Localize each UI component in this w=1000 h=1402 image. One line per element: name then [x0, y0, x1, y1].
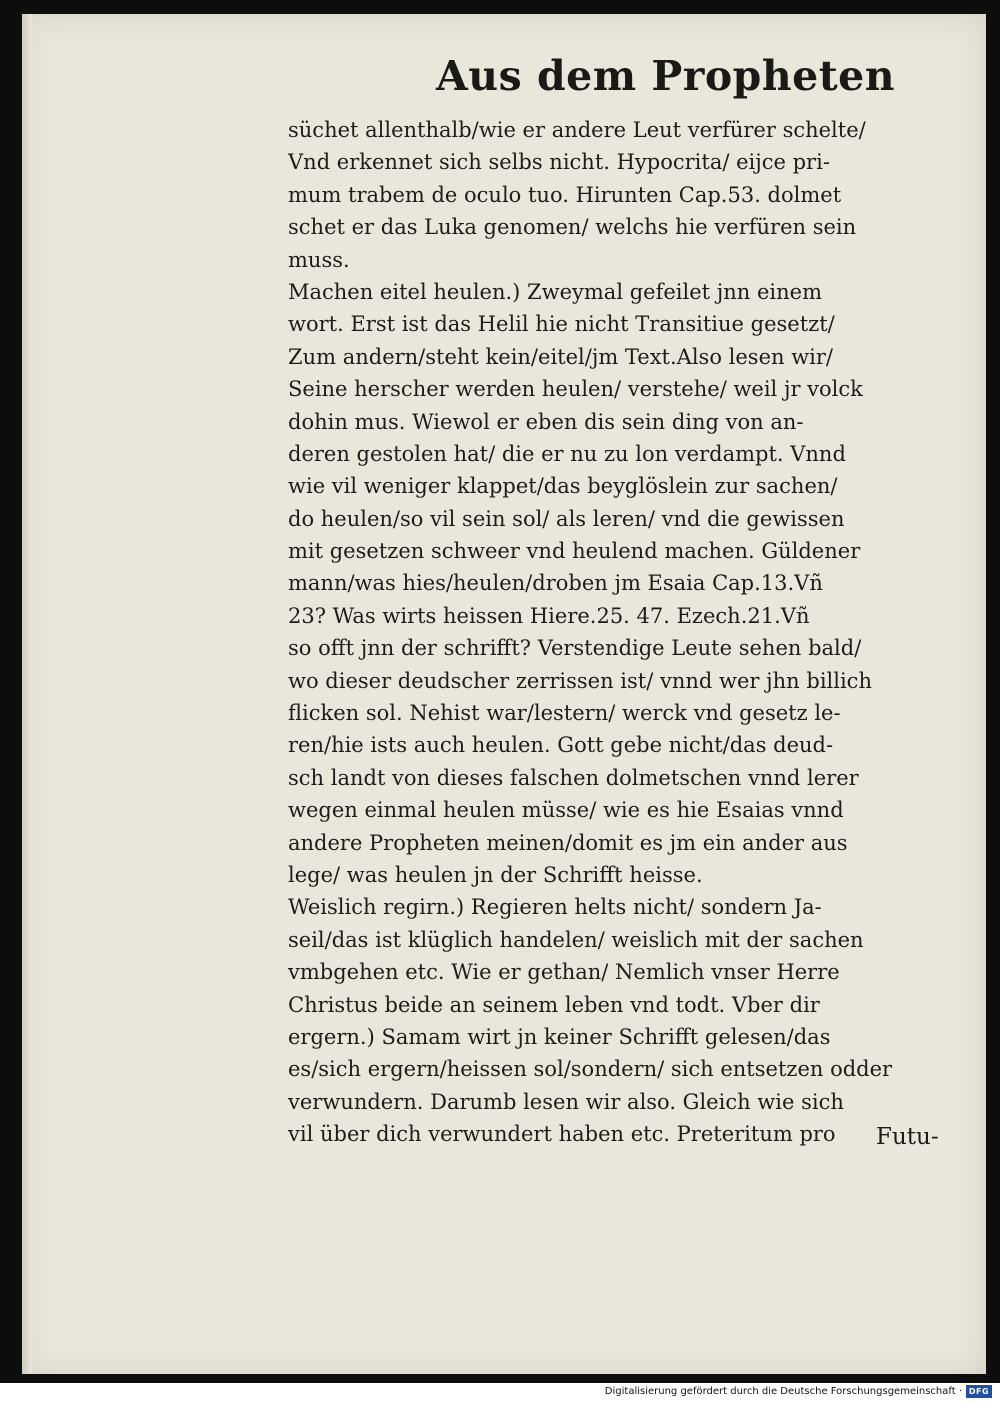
text-line: ergern.) Samam wirt jn keiner Schrifft gelesen/das	[288, 1024, 831, 1049]
text-line: vil über dich verwundert haben etc. Preteritum pro	[288, 1122, 836, 1147]
body-text	[288, 114, 960, 1151]
text-line: ren/hie ists auch heulen. Gott gebe nicht/das deud-	[288, 733, 834, 758]
text-line: do heulen/so vil sein sol/ als leren/ vnd die gewissen	[288, 506, 845, 531]
text-line: seil/das ist klüglich handelen/ weislich mit der sachen	[288, 927, 864, 952]
text-line: verwundern. Darumb lesen wir also. Gleich wie sich	[288, 1089, 844, 1114]
text-line: 23? Was wirts heissen Hiere.25. 47. Ezech.21.Vñ	[288, 603, 810, 628]
text-line: mann/was hies/heulen/droben jm Esaia Cap.13.Vñ	[288, 571, 823, 596]
text-line: deren gestolen hat/ die er nu zu lon verdampt. Vnnd	[288, 441, 846, 466]
text-line: süchet allenthalb/wie er andere Leut verfürer schelte/	[288, 118, 866, 142]
text-line: vmbgehen etc. Wie er gethan/ Nemlich vnser Herre	[288, 960, 840, 985]
catchword: Futu-	[876, 1124, 939, 1150]
text-line: sch landt von dieses falschen dolmetschen vnnd lerer	[288, 765, 859, 790]
text-line: so offt jnn der schrifft? Verstendige Leute sehen bald/	[288, 636, 862, 661]
text-line: mit gesetzen schweer vnd heulend machen. Güldener	[288, 539, 861, 564]
text-line: flicken sol. Nehist war/lestern/ werck vnd gesetz le-	[288, 701, 841, 726]
text-line: wo dieser deudscher zerrissen ist/ vnnd wer jhn billich	[288, 668, 872, 693]
digitization-credit: Digitalisierung gefördert durch die Deutsche Forschungsgemeinschaft ·	[604, 1386, 962, 1397]
text-line: Seine herscher werden heulen/ verstehe/ weil jr volck	[288, 377, 863, 402]
running-head: Aus dem Propheten	[436, 52, 896, 100]
text-line: mum trabem de oculo tuo. Hirunten Cap.53. dolmet	[288, 182, 842, 207]
text-line: es/sich ergern/heissen sol/sondern/ sich entsetzen odder	[288, 1057, 893, 1082]
page-gutter-edge	[22, 14, 32, 1374]
text-line: muss.	[288, 247, 350, 272]
text-line: Vnd erkennet sich selbs nicht. Hypocrita/ eijce pri-	[288, 150, 830, 175]
dfg-logo: DFG	[966, 1385, 992, 1398]
text-line: Weislich regirn.) Regieren helts nicht/ sondern Ja-	[288, 895, 822, 920]
text-line: dohin mus. Wiewol er eben dis sein ding von an-	[288, 409, 804, 434]
text-line: lege/ was heulen jn der Schrifft heisse.	[288, 862, 703, 887]
text-line: wie vil weniger klappet/das beyglöslein zur sachen/	[288, 474, 838, 499]
text-line: andere Propheten meinen/domit es jm ein ander aus	[288, 830, 848, 855]
text-line: Machen eitel heulen.) Zweymal gefeilet jnn einem	[288, 279, 823, 304]
text-line: wort. Erst ist das Helil hie nicht Transitiue gesetzt/	[288, 312, 835, 337]
text-line: Zum andern/steht kein/eitel/jm Text.Also lesen wir/	[288, 344, 834, 369]
text-line: schet er das Luka genomen/ welchs hie verfüren sein	[288, 215, 857, 240]
text-line: wegen einmal heulen müsse/ wie es hie Esaias vnnd	[288, 798, 844, 823]
text-line: Christus beide an seinem leben vnd todt. Vber dir	[288, 992, 820, 1017]
